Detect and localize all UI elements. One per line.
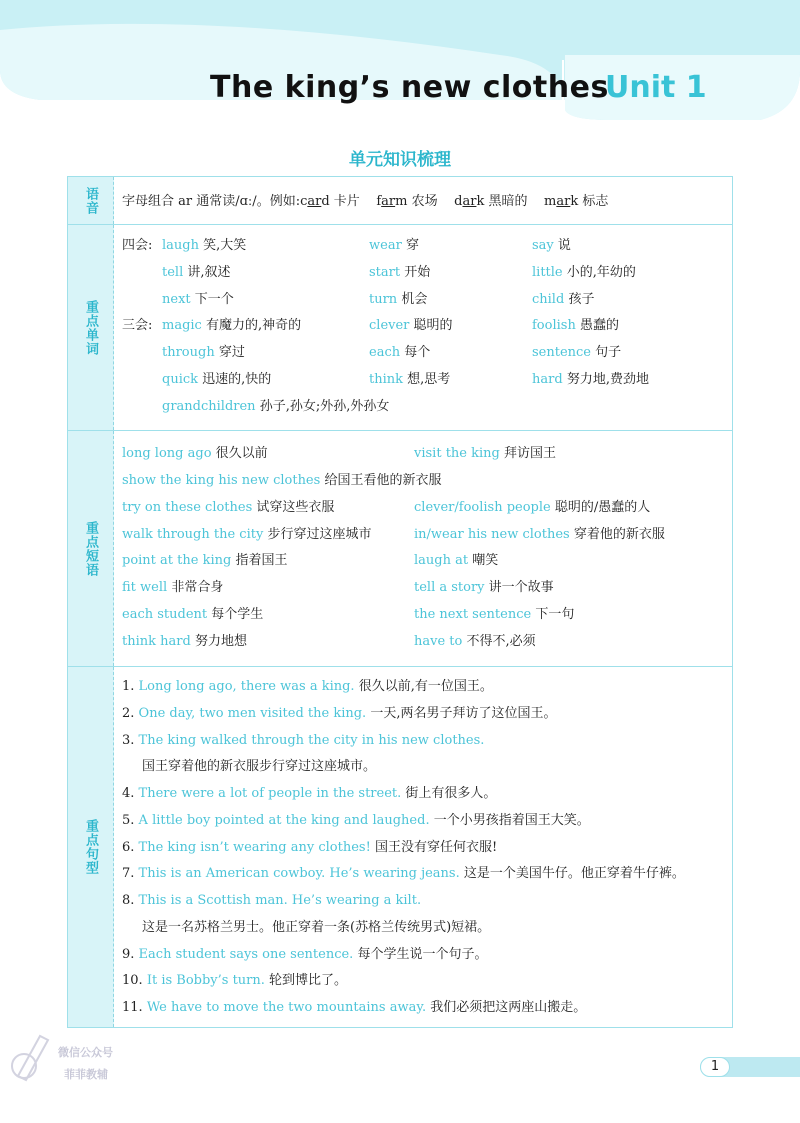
word-item: quick 迅速的,快的 xyxy=(162,372,272,387)
word-item: hard 努力地,费劲地 xyxy=(532,372,649,387)
phrase-item: point at the king 指着国王 xyxy=(122,553,288,568)
section-title: 单元知识梳理 xyxy=(349,150,451,170)
level-three-label: 三会: xyxy=(122,318,153,333)
word-item: turn 机会 xyxy=(369,292,428,307)
word-item: magic 有魔力的,神奇的 xyxy=(162,318,302,333)
phrase-item: walk through the city 步行穿过这座城市 xyxy=(122,527,372,542)
phrase-item: long long ago 很久以前 xyxy=(122,446,268,461)
phrases-row xyxy=(68,431,732,667)
word-item: clever 聪明的 xyxy=(369,318,453,333)
lesson-title: The king’s new clothes xyxy=(210,70,609,105)
phrase-item: try on these clothes 试穿这些衣服 xyxy=(122,500,335,515)
example: farm 农场 xyxy=(376,194,438,209)
word-item: through 穿过 xyxy=(162,345,245,360)
phrase-item: clever/foolish people 聪明的/愚蠢的人 xyxy=(414,500,651,515)
row-label: 重点句型 xyxy=(83,819,98,875)
word-item: sentence 句子 xyxy=(532,345,622,360)
sentence-item: 5. A little boy pointed at the king and laughed. 一个小男孩指着国王大笑。 xyxy=(122,813,590,828)
page-number: 1 xyxy=(700,1057,730,1077)
example: card 卡片 xyxy=(300,194,360,209)
words-row xyxy=(68,225,732,431)
word-item: wear 穿 xyxy=(369,238,419,253)
unit-label: Unit 1 xyxy=(605,70,707,105)
sentence-item: 9. Each student says one sentence. 每个学生说一个句子。 xyxy=(122,947,488,962)
level-four-label: 四会: xyxy=(122,238,153,253)
word-item: next 下一个 xyxy=(162,292,234,307)
row-label: 重点短语 xyxy=(83,520,98,577)
sentence-item: 4. There were a lot of people in the street. 街上有很多人。 xyxy=(122,786,497,801)
example: mark 标志 xyxy=(544,194,609,209)
sentence-item: 1. Long long ago, there was a king. 很久以前,有一位国王。 xyxy=(122,679,493,694)
word-item: little 小的,年幼的 xyxy=(532,265,636,280)
watermark: 微信公众号 菲菲教辅 xyxy=(10,1026,120,1096)
word-item: laugh 笑,大笑 xyxy=(162,238,247,253)
row-label: 语音 xyxy=(83,186,98,215)
pronunciation-row xyxy=(68,177,732,225)
phrase-item: visit the king 拜访国王 xyxy=(414,446,556,461)
phrase-item: have to 不得不,必须 xyxy=(414,634,536,649)
word-item: foolish 愚蠢的 xyxy=(532,318,619,333)
sentence-item: 10. It is Bobby’s turn. 轮到博比了。 xyxy=(122,973,348,988)
word-item: tell 讲,叙述 xyxy=(162,265,231,280)
sentence-item: 6. The king isn’t wearing any clothes! 国王没有穿任何衣服! xyxy=(122,840,498,855)
word-item: child 孩子 xyxy=(532,292,595,307)
sentence-item: 7. This is an American cowboy. He’s wearing jeans. 这是一个美国牛仔。他正穿着牛仔裤。 xyxy=(122,866,685,881)
phrase-item: think hard 努力地想 xyxy=(122,634,247,649)
word-item: start 开始 xyxy=(369,265,431,280)
phrase-item: the next sentence 下一句 xyxy=(414,607,575,622)
row-label: 重点单词 xyxy=(83,299,98,356)
word-item: say 说 xyxy=(532,238,571,253)
sentence-item: 11. We have to move the two mountains away. 我们必须把这两座山搬走。 xyxy=(122,1000,587,1015)
sentence-translation: 国王穿着他的新衣服步行穿过这座城市。 xyxy=(142,759,377,774)
sentence-item: 3. The king walked through the city in his new clothes. xyxy=(122,733,485,748)
pen-icon xyxy=(10,1026,60,1086)
word-item: grandchildren 孙子,孙女;外孙,外孙女 xyxy=(162,399,390,414)
phrase-item: fit well 非常合身 xyxy=(122,580,224,595)
sentence-translation: 这是一名苏格兰男士。他正穿着一条(苏格兰传统男式)短裙。 xyxy=(142,920,491,935)
sentence-item: 8. This is a Scottish man. He’s wearing a kilt. xyxy=(122,893,422,908)
example: dark 黑暗的 xyxy=(454,194,528,209)
phrase-item: laugh at 嘲笑 xyxy=(414,553,499,568)
pronunciation-line: 字母组合 ar 通常读/ɑː/。例如:card 卡片 farm 农场 dark 黑暗的 mark 标志 xyxy=(122,194,609,209)
word-item: each 每个 xyxy=(369,345,431,360)
phrase-item: tell a story 讲一个故事 xyxy=(414,580,554,595)
phrase-item: each student 每个学生 xyxy=(122,607,264,622)
knowledge-table xyxy=(67,176,733,1028)
sentences-row xyxy=(68,667,732,1027)
phrase-item: in/wear his new clothes 穿着他的新衣服 xyxy=(414,527,665,542)
phrase-item: show the king his new clothes 给国王看他的新衣服 xyxy=(122,473,442,488)
sentence-item: 2. One day, two men visited the king. 一天,两名男子拜访了这位国王。 xyxy=(122,706,557,721)
word-item: think 想,思考 xyxy=(369,372,451,387)
header-banner xyxy=(0,0,800,125)
